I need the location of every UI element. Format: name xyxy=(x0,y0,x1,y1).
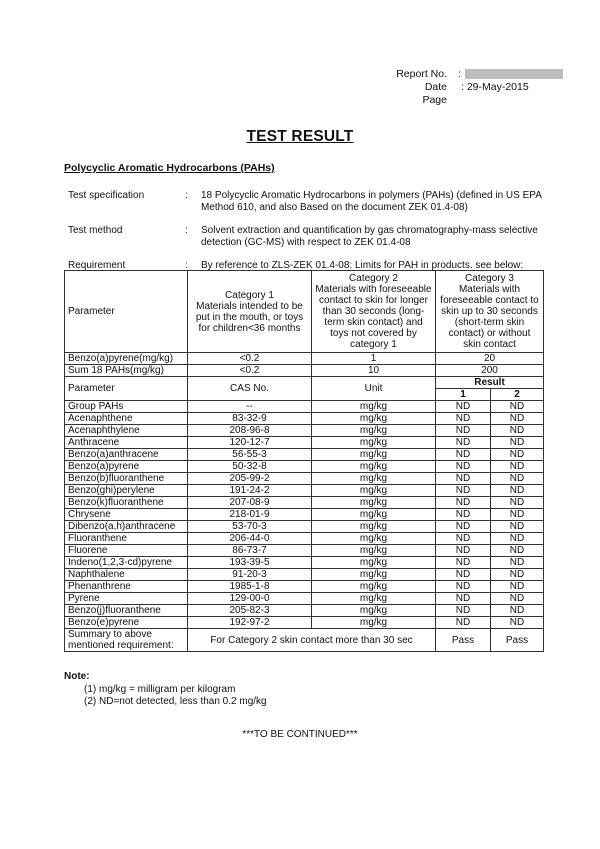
parameter-cell: Benzo(j)fluoranthene xyxy=(65,605,188,617)
result-2-cell: ND xyxy=(491,521,544,533)
result-1-cell: ND xyxy=(436,485,491,497)
result-header: Result xyxy=(436,377,544,389)
result-2-cell: ND xyxy=(491,473,544,485)
result-2-cell: ND xyxy=(491,605,544,617)
note-item: (2) ND=not detected, less than 0.2 mg/kg xyxy=(84,696,267,707)
result-2-cell: ND xyxy=(491,617,544,629)
note-item: (1) mg/kg = milligram per kilogram xyxy=(84,683,236,695)
parameter-cell: Benzo(e)pyrene xyxy=(65,617,188,629)
cas-cell: 206-44-0 xyxy=(188,533,312,545)
result-1-cell: ND xyxy=(436,569,491,581)
spec-label: Requirement xyxy=(68,260,126,271)
result-1-cell: ND xyxy=(436,593,491,605)
cas-cell: 56-55-3 xyxy=(188,449,312,461)
unit-cell: mg/kg xyxy=(312,485,436,497)
page-title: TEST RESULT xyxy=(246,128,354,145)
unit-cell: mg/kg xyxy=(312,533,436,545)
result-2-cell: ND xyxy=(491,509,544,521)
table-row xyxy=(65,569,544,581)
parameter-cell: Fluorene xyxy=(65,545,188,557)
result-1-cell: ND xyxy=(436,473,491,485)
parameter-cell: Anthracene xyxy=(65,437,188,449)
cas-cell: 191-24-2 xyxy=(188,485,312,497)
report-no-label: Report No. xyxy=(396,68,447,80)
result-1-cell: ND xyxy=(436,581,491,593)
cas-cell: 1985-1-8 xyxy=(188,581,312,593)
spec-value: By reference to ZLS-ZEK 01.4-08: Limits for PAH in products. see below: xyxy=(201,260,524,271)
parameter-cell: Benzo(b)fluoranthene xyxy=(65,473,188,485)
result-1-cell: ND xyxy=(436,413,491,425)
spec-row-requirement: Requirement : By reference to ZLS-ZEK 01.4-08: Limits for PAH in products. see below: xyxy=(64,254,542,277)
result-1-cell: ND xyxy=(436,401,491,413)
result-2-cell: ND xyxy=(491,545,544,557)
parameter-cell: Chrysene xyxy=(65,509,188,521)
parameter-cell: Phenanthrene xyxy=(65,581,188,593)
unit-cell: mg/kg xyxy=(312,581,436,593)
result-1-cell: ND xyxy=(436,461,491,473)
category-3-header: Category 3 Materials with foreseeable contact to skin up to 30 seconds (short-term skin contact) or without skin contact xyxy=(436,271,544,353)
summary-result-1: Pass xyxy=(436,629,491,652)
unit-cell: mg/kg xyxy=(312,545,436,557)
unit-cell: mg/kg xyxy=(312,437,436,449)
results-header-row xyxy=(65,377,544,389)
result-2-cell: ND xyxy=(491,581,544,593)
table-row xyxy=(65,533,544,545)
result-2-cell: ND xyxy=(491,401,544,413)
table-row xyxy=(65,593,544,605)
result-2-cell: ND xyxy=(491,413,544,425)
parameter-cell: Pyrene xyxy=(65,593,188,605)
parameter-cell: Acenaphthene xyxy=(65,413,188,425)
spec-value: Solvent extraction and quantification by gas chromatography-mass selective detection (GC-MS) with respect to ZEK 01.4-08 xyxy=(201,225,538,248)
date-label: Date xyxy=(424,81,447,93)
unit-header: Unit xyxy=(312,377,436,401)
result-1-cell: ND xyxy=(436,509,491,521)
result-1-cell: ND xyxy=(436,533,491,545)
result-2-cell: ND xyxy=(491,485,544,497)
cas-cell: 83-32-9 xyxy=(188,413,312,425)
parameter-header: Parameter xyxy=(65,377,188,401)
result-2-cell: ND xyxy=(491,593,544,605)
result-2-cell: ND xyxy=(491,533,544,545)
parameter-cell: Naphthalene xyxy=(65,569,188,581)
limit-row: Benzo(a)pyrene(mg/kg) <0.2 1 20 xyxy=(65,353,544,365)
unit-cell: mg/kg xyxy=(312,557,436,569)
cas-header: CAS No. xyxy=(188,377,312,401)
cas-cell: 129-00-0 xyxy=(188,593,312,605)
summary-row xyxy=(65,629,544,652)
result-2-cell: ND xyxy=(491,449,544,461)
result-2-header: 2 xyxy=(491,389,544,401)
unit-cell: mg/kg xyxy=(312,617,436,629)
result-1-cell: ND xyxy=(436,545,491,557)
test-spec-table xyxy=(64,184,542,277)
result-1-cell: ND xyxy=(436,521,491,533)
category-header-row xyxy=(65,271,544,353)
cas-cell: 91-20-3 xyxy=(188,569,312,581)
unit-cell: mg/kg xyxy=(312,401,436,413)
table-row xyxy=(65,461,544,473)
table-row xyxy=(65,605,544,617)
summary-result-2: Pass xyxy=(491,629,544,652)
unit-cell: mg/kg xyxy=(312,413,436,425)
spec-value: 18 Polycyclic Aromatic Hydrocarbons in polymers (PAHs) (defined in US EPA Method 610, and also Based on the document ZEK 01.4-08) xyxy=(201,190,542,213)
date-value: : 29-May-2015 xyxy=(461,81,529,93)
continued-text: ***TO BE CONTINUED*** xyxy=(242,729,358,740)
parameter-cell: Acenaphthylene xyxy=(65,425,188,437)
limit-row: Sum 18 PAHs(mg/kg) <0.2 10 200 xyxy=(65,365,544,377)
parameter-cell: Indeno(1,2,3-cd)pyrene xyxy=(65,557,188,569)
summary-label: Summary to above mentioned requirement: xyxy=(65,629,188,652)
page-row xyxy=(382,94,563,107)
cas-cell: 50-32-8 xyxy=(188,461,312,473)
parameter-cell: Dibenzo(a,h)anthracene xyxy=(65,521,188,533)
cas-cell: 53-70-3 xyxy=(188,521,312,533)
table-row xyxy=(65,413,544,425)
parameter-cell: Benzo(a)pyrene xyxy=(65,461,188,473)
result-1-cell: ND xyxy=(436,497,491,509)
result-1-cell: ND xyxy=(436,617,491,629)
section-title: Polycyclic Aromatic Hydrocarbons (PAHs) xyxy=(64,162,275,174)
table-row xyxy=(65,449,544,461)
table-row xyxy=(65,437,544,449)
table-row xyxy=(65,425,544,437)
unit-cell: mg/kg xyxy=(312,473,436,485)
table-row xyxy=(65,485,544,497)
spec-row-specification: Test specification : 18 Polycyclic Aromatic Hydrocarbons in polymers (PAHs) (defined in US EPA Method 610, and also Based on the document ZEK 01.4-08) xyxy=(64,184,542,219)
parameter-cell: Fluoranthene xyxy=(65,533,188,545)
table-row xyxy=(65,473,544,485)
unit-cell: mg/kg xyxy=(312,449,436,461)
cas-cell: 193-39-5 xyxy=(188,557,312,569)
table-row xyxy=(65,497,544,509)
parameter-cell: Group PAHs xyxy=(65,401,188,413)
result-2-cell: ND xyxy=(491,425,544,437)
spec-row-method: Test method : Solvent extraction and quantification by gas chromatography-mass selective detection (GC-MS) with respect to ZEK 01.4-08 xyxy=(64,219,542,254)
table-row xyxy=(65,557,544,569)
cas-cell: 205-99-2 xyxy=(188,473,312,485)
result-2-cell: ND xyxy=(491,557,544,569)
table-row xyxy=(65,617,544,629)
result-1-cell: ND xyxy=(436,437,491,449)
report-meta xyxy=(382,68,563,107)
result-1-cell: ND xyxy=(436,425,491,437)
unit-cell: mg/kg xyxy=(312,521,436,533)
report-no-row: Report No. : xyxy=(382,68,563,81)
spec-label: Test method xyxy=(68,225,123,236)
parameter-cell: Benzo(k)fluoranthene xyxy=(65,497,188,509)
result-2-cell: ND xyxy=(491,461,544,473)
redacted-report-number xyxy=(465,69,563,79)
cas-cell: 120-12-7 xyxy=(188,437,312,449)
category-2-header: Category 2 Materials with foreseeable contact to skin for longer than 30 seconds (long-term skin contact) and toys not covered by category 1 xyxy=(312,271,436,353)
unit-cell: mg/kg xyxy=(312,593,436,605)
unit-cell: mg/kg xyxy=(312,569,436,581)
result-2-cell: ND xyxy=(491,497,544,509)
result-1-cell: ND xyxy=(436,605,491,617)
cas-cell: 192-97-2 xyxy=(188,617,312,629)
unit-cell: mg/kg xyxy=(312,605,436,617)
table-row xyxy=(65,545,544,557)
limits-param-header: Parameter xyxy=(65,271,188,353)
summary-text: For Category 2 skin contact more than 30 sec xyxy=(188,629,436,652)
result-1-cell: ND xyxy=(436,557,491,569)
date-row xyxy=(382,81,563,94)
cas-cell: 208-96-8 xyxy=(188,425,312,437)
spec-label: Test specification xyxy=(68,190,145,201)
result-1-header: 1 xyxy=(436,389,491,401)
pah-results-table xyxy=(64,270,544,652)
parameter-cell: Benzo(ghi)perylene xyxy=(65,485,188,497)
page-label: Page xyxy=(422,94,447,106)
table-row xyxy=(65,509,544,521)
category-1-header: Category 1 Materials intended to be put in the mouth, or toys for children<36 months xyxy=(188,271,312,353)
unit-cell: mg/kg xyxy=(312,425,436,437)
cas-cell: 86-73-7 xyxy=(188,545,312,557)
unit-cell: mg/kg xyxy=(312,461,436,473)
notes-title: Note: xyxy=(64,671,90,682)
notes xyxy=(64,671,267,709)
cas-cell: -- xyxy=(188,401,312,413)
table-row xyxy=(65,521,544,533)
result-2-cell: ND xyxy=(491,569,544,581)
cas-cell: 218-01-9 xyxy=(188,509,312,521)
result-1-cell: ND xyxy=(436,449,491,461)
parameter-cell: Benzo(a)anthracene xyxy=(65,449,188,461)
unit-cell: mg/kg xyxy=(312,509,436,521)
cas-cell: 207-08-9 xyxy=(188,497,312,509)
result-2-cell: ND xyxy=(491,437,544,449)
cas-cell: 205-82-3 xyxy=(188,605,312,617)
table-row xyxy=(65,581,544,593)
table-row xyxy=(65,401,544,413)
unit-cell: mg/kg xyxy=(312,497,436,509)
